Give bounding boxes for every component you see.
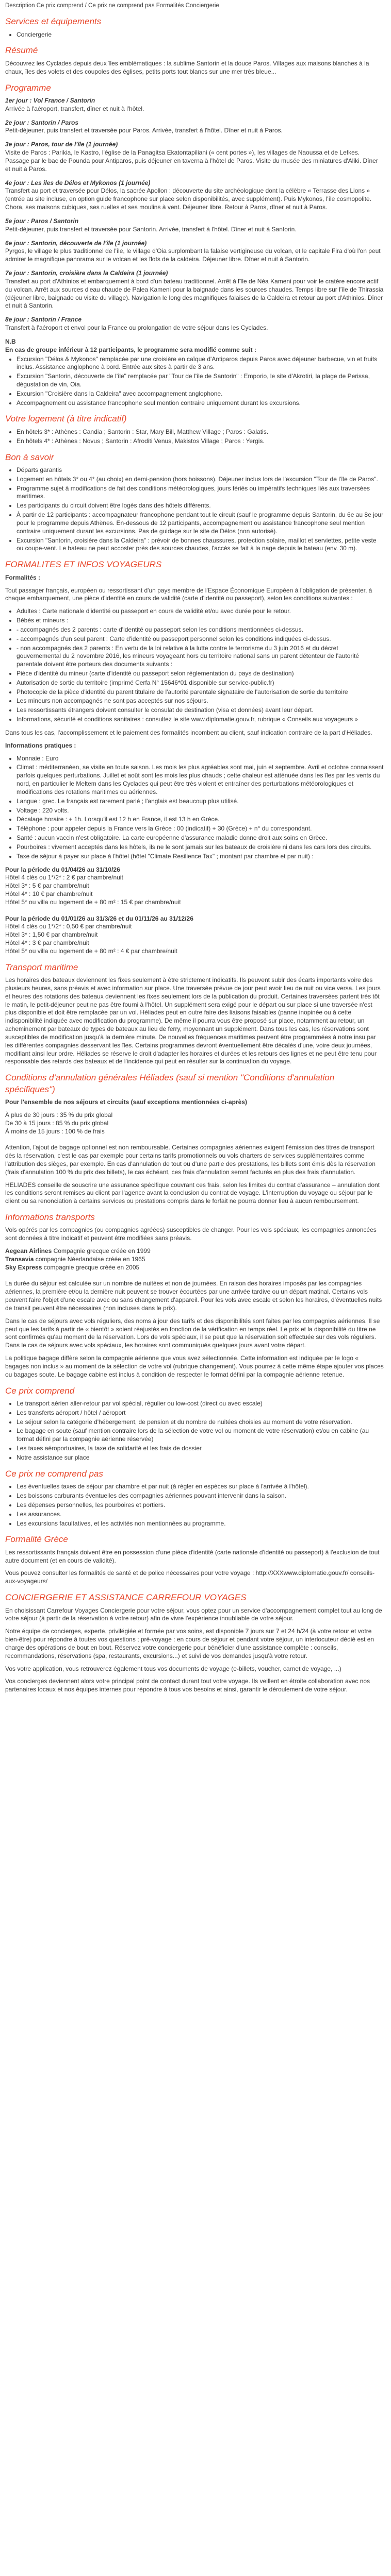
day-text: Visite de Paros : Parikia, le Kastro, l'église de la Panagitsa Ekatontapiliani (« cent portes »), les villages de Naoussa et de Lefkes. Passage par le bac de Pounda pour Antiparos, puis déjeuner en taverna à l'hôtel de Paros. Visite du musée des miniatures d'Aliki. Dîner et nuit à Paros. xyxy=(5,149,378,173)
tax-line: Hôtel 5* ou villa ou logement de + 80 m² : 15 € par chambre/nuit xyxy=(5,898,181,906)
formalites-item: • Photocopie de la pièce d'identité du parent titulaire de l'autorité parentale signataire de l'autorisation de sortie du territoire xyxy=(17,688,384,697)
prix-non-comprend-list xyxy=(5,1483,384,1528)
transport-text: Les horaires des bateaux deviennent les fixes seulement à être strictement indicatifs. Ils peuvent subir des écarts importants voire des plusieurs heures, sans préavis et avec information sur place. Une traversée prévue de jour peut avoir lieu de nuit ou vice versa. Les jours et heures des rotations des bateaux deviennent les fixes seulement lors de la publication du produit. Certaines traversées partent très tôt le matin, le petit-déjeuner peut ne pas être fourni à l'hôtel. Un supplément sera exigé pour le départ ou sur place si une traversée n'est plus disponible et doit être remplacée par un vol. Héliades peut en outre faire des liaisons faisables (panne inopinée ou à cette indisponibilité indiquée avec modification du programme). De même il pourra vous être proposé sur place, notamment au retour, un acheminement par bateaux de types de bateaux au lieu de ferry, moyennant un supplément. Dans tous les cas, les réservations sont susceptibles de modification jusqu'à la dernière minute. De nouvelles fréquences maritimes peuvent être programmées à notre insu par les différentes compagnies desservant les îles. Certains programmes devront éventuellement être décalés d'une, voire deux journées, modifiant ainsi leur ordre. Héliades se réserve le droit d'adapter les horaires et durées et les retours des lignes et ne peut être tenu pour responsable des retards des bateaux et de l'incidence qui peut en résulter sur la continuation du voyage. xyxy=(5,976,381,1065)
prix-item: • Les transferts aéroport / hôtel / aéroport xyxy=(17,1409,384,1417)
airline-text: compagnie Néerlandaise créée en 1965 xyxy=(35,1255,145,1263)
infos-item: • Voltage : 220 volts. xyxy=(17,807,384,815)
prix-comprend-list xyxy=(5,1400,384,1462)
prix-item: • Le séjour selon la catégorie d'hébergement, de pension et du nombre de nuitées choisies au moment de votre réservation. xyxy=(17,1418,384,1427)
program-day xyxy=(5,97,384,113)
day-text: Transfert au port et traversée pour Délos, la sacrée Apollon : découverte du site archéologique dont la célèbre « Terrasse des Lions » (entrée au site incluse, en option guide francophone sur place selon disponibilités, avec supplément). Puis Mykonos, l'île cosmopolite. Chora, ses maisons cubiques, ses ruelles et ses moulins à vent. Déjeuner libre. Retour à Paros, dîner et nuit à Paros. xyxy=(5,187,372,211)
annulation-title: Conditions d'annulation générales Héliades (sauf si mention "Conditions d'annulation spécifiques") xyxy=(5,1073,335,1094)
formalites-item: • - accompagnés des 2 parents : carte d'identité ou passeport selon les conditions mentionnées ci-dessus. xyxy=(17,626,384,634)
formalites-item: • Les mineurs non accompagnés ne sont pas acceptés sur nos séjours. xyxy=(17,697,384,705)
prix-item: • Les taxes aéroportuaires, la taxe de solidarité et les frais de dossier xyxy=(17,1445,384,1453)
infos-pratiques-title: Informations pratiques : xyxy=(5,741,76,749)
logement-item: • En hôtels 4* : Athènes : Novus ; Santorin : Afroditi Venus, Makistos Village ; Paros : Yergis. xyxy=(17,437,384,446)
formalites-item: • Les ressortissants étrangers doivent consulter le consulat de destination (visa et données) avant leur départ. xyxy=(17,706,384,715)
airline-line xyxy=(5,1247,384,1256)
programme-title: Programme xyxy=(5,82,51,93)
prix-item: • Les assurances. xyxy=(17,1511,384,1519)
day-title: 7e jour : Santorin, croisière dans la Caldeira (1 journée) xyxy=(5,269,168,277)
day-text: Arrivée à l'aéroport, transfert, dîner et nuit à l'hôtel. xyxy=(5,105,144,112)
programme-days xyxy=(5,97,384,332)
infos-item: • Langue : grec. Le français est rarement parlé ; l'anglais est beaucoup plus utilisé. xyxy=(17,798,384,806)
annulation-line: À moins de 15 jours : 100 % de frais xyxy=(5,1127,105,1135)
bon-savoir-item: • Programme sujet à modifications de fait des conditions météorologiques, jours fériés ou impératifs techniques liés aux traversées maritimes. xyxy=(17,485,384,501)
formalites-item: • Adultes : Carte nationale d'identité ou passeport en cours de validité et/ou avec durée pour le retour. xyxy=(17,607,384,616)
nb-title: N.B xyxy=(5,337,16,345)
conciergerie-title: CONCIERGERIE ET ASSISTANCE CARREFOUR VOYAGES xyxy=(5,1592,247,1603)
program-day xyxy=(5,240,384,264)
bon-savoir-item: • Départs garantis xyxy=(17,466,384,474)
annulation-line: À plus de 30 jours : 35 % du prix global xyxy=(5,1111,113,1118)
formalites-item: • Informations, sécurité et conditions sanitaires : consultez le site www.diplomatie.gouv.fr, rubrique « Conseils aux voyageurs » xyxy=(17,716,384,724)
day-title: 4e jour : Les îles de Délos et Mykonos (1 journée) xyxy=(5,179,151,187)
airline-name: Transavia xyxy=(5,1255,34,1263)
transports-intro: Vols opérés par les compagnies (ou compagnies agréées) susceptibles de changer. Pour les vols spéciaux, les compagnies annoncées sont données à titre indicatif et peuvent être modifiées sans préavis. xyxy=(5,1226,377,1242)
prix-item: • Notre assistance sur place xyxy=(17,1454,384,1462)
prix-non-comprend-title: Ce prix ne comprend pas xyxy=(5,1468,103,1479)
formalite-grece-link[interactable]: Vous pouvez consulter les formalités de santé et de police nécessaires pour votre voyage : http://XXXwww.diplomatie.gouv.fr/ conseils-aux-voyageurs/ xyxy=(5,1569,375,1585)
tax-line: Hôtel 3* : 1,50 € par chambre/nuit xyxy=(5,931,98,939)
tax-period-2: Pour la période du 01/01/26 au 31/3/26 et du 01/11/26 au 31/12/26 xyxy=(5,914,193,922)
infos-item: • Climat : méditerranéen, se visite en toute saison. Les mois les plus agréables sont mai, juin et septembre. Avril et octobre connaissent parfois quelques perturbations. Juillet et août sont les mois les plus chauds ; cette chaleur est atténuée dans les îles par les vents du nord, en particulier le Meltem dans les Cyclades qui peut être très violent et entraîner des perturbations météorologiques et modifications des rotations maritimes ou aériennes. xyxy=(17,764,384,796)
nb-item: • Excursion "Délos & Mykonos" remplacée par une croisière en caïque d'Antiparos depuis Paros avec déjeuner barbecue, vin et fruits inclus. Assistance anglophone à bord. Entrée aux sites à partir de 3 ans. xyxy=(17,355,384,372)
tax-line: Hôtel 4 clés ou 1*/2* : 0,50 € par chambre/nuit xyxy=(5,923,132,930)
infos-item: • Téléphone : pour appeler depuis la France vers la Grèce : 00 (indicatif) + 30 (Grèce) + n° du correspondant. xyxy=(17,825,384,833)
resume-title: Résumé xyxy=(5,45,38,56)
annulation-text: HELIADES conseille de souscrire une assurance spécifique couvrant ces frais, selon les limites du contrat d'assurance – annulation dont les conditions seront remises au client par l'agence avant la conclusion du contrat de voyage. L'interruption du voyage ou séjour par le client ou sa renonciation à certains services ou prestations compris dans le forfait ne pourra donner lieu à aucun remboursement. xyxy=(5,1181,380,1205)
formalites-item: • - accompagnés d'un seul parent : Carte d'identité ou passeport personnel selon les conditions indiquées ci-dessus. xyxy=(17,635,384,643)
formalites-title: FORMALITES ET INFOS VOYAGEURS xyxy=(5,560,162,570)
logement-title: Votre logement (à titre indicatif) xyxy=(5,414,127,424)
infos-item: • Monnaie : Euro xyxy=(17,755,384,763)
formalites-item: • - non accompagnés des 2 parents : En vertu de la loi relative à la lutte contre le terrorisme du 3 juin 2016 et du décret gouvernemental du 2 novembre 2016, les mineurs voyageant hors du territoire national sans un parent détenteur de l'autorité parentale doivent être porteurs des documents suivants : xyxy=(17,645,384,669)
program-day xyxy=(5,141,384,173)
conciergerie-text: En choisissant Carrefour Voyages Conciergerie pour votre séjour, vous optez pour un service d'accompagnement complet tout au long de votre séjour (à partir de la réservation à votre retour) afin de vivre l'expérience inoubliable de votre séjour. xyxy=(5,1606,382,1622)
airline-name: Aegean Airlines xyxy=(5,1247,52,1255)
formalite-grece-text: Les ressortissants français doivent être en possession d'une pièce d'identité (carte nationale d'identité ou passeport) à l'exclusion de tout autre document (et en cours de validité). xyxy=(5,1548,380,1564)
transports-text: Dans le cas de séjours avec vols réguliers, des noms à jour des tarifs et des disponibilités sont faites par les compagnies aériennes. Il se peut que les tarifs à partir de « bientôt » soient réajustés en fonction de la vérification en temps réel. Le prix et la disponibilité du titre ne sont confirmés qu'au moment de la réservation. Lors de vols spéciaux, il se peut que la réservation soit effectuée sur des vols réguliers. Dans le cas de séjours avec vols spéciaux, les horaires sont communiqués quelques jours avant votre départ. xyxy=(5,1317,380,1349)
formalites-subtitle: Formalités : xyxy=(5,573,41,581)
day-text: Petit-déjeuner, puis transfert et traversée pour Paros. Arrivée, transfert à l'hôtel. Dîner et nuit à Paros. xyxy=(5,127,283,134)
airline-name: Sky Express xyxy=(5,1263,42,1271)
program-day xyxy=(5,316,384,332)
formalites-intro: Tout passager français, européen ou ressortissant d'un pays membre de l'Espace Économique Européen à l'obligation de présenter, à chaque embarquement, une pièce d'identité en cours de validité (carte d'identité ou passeport), selon les conditions suivantes : xyxy=(5,586,372,602)
bon-savoir-item: • À partir de 12 participants : accompagnateur francophone pendant tout le circuit (sauf le programme depuis Santorin, du 6e au 8e jour pour le programme depuis Athènes. En-dessous de 12 participants, accompagnement ou assistance francophone seul mention contraire uniquement durant les excursions. Pas de guidage sur le site de Délos (non autorisé). xyxy=(17,511,384,535)
service-item: • Conciergerie xyxy=(17,31,384,39)
day-title: 5e jour : Paros / Santorin xyxy=(5,217,79,225)
prix-item: • Les éventuelles taxes de séjour par chambre et par nuit (à régler en espèces sur place à l'arrivée à l'hôtel). xyxy=(17,1483,384,1491)
resume-text: Découvrez les Cyclades depuis deux îles emblématiques : la sublime Santorin et la douce Paros. Villages aux maisons blanches à la chaux, îles des volets et des coupoles des églises, petits ports tout blancs sur une mer très bleue... xyxy=(5,59,369,75)
tax-period-1: Pour la période du 01/04/26 au 31/10/26 xyxy=(5,866,120,873)
logement-list xyxy=(5,428,384,446)
transports-text: La durée du séjour est calculée sur un nombre de nuitées et non de journées. En raison des horaires imposés par les compagnies aériennes, la première et/ou la dernière nuit peuvent se trouver écourtées par une arrivée tardive ou un départ matinal. Certains vols peuvent faire l'objet d'une escale avec ou sans changement d'appareil. Pour les vols avec escale et selon les horaires, d'éventuelles nuits de transit peuvent être nécessaires (non incluses dans le prix). xyxy=(5,1280,382,1312)
program-day xyxy=(5,217,384,234)
day-title: 6e jour : Santorin, découverte de l'île (1 journée) xyxy=(5,239,147,247)
prix-comprend-title: Ce prix comprend xyxy=(5,1385,75,1396)
prix-item: • Les boissons carburants éventuelles des compagnies aériennes pouvant intervenir dans la saison. xyxy=(17,1492,384,1500)
tax-line: Hôtel 3* : 5 € par chambre/nuit xyxy=(5,882,89,890)
bon-savoir-item: • Les participants du circuit doivent être logés dans des hôtels différents. xyxy=(17,502,384,510)
nb-item: • Excursion "Croisière dans la Caldeira" avec accompagnement anglophone. xyxy=(17,390,384,398)
day-title: 3e jour : Paros, tour de l'île (1 journée) xyxy=(5,141,118,148)
day-text: Pyrgos, le village le plus traditionnel de l'île, le village d'Oia surplombant la falaise vertigineuse du volcan, et le capitale Fira d'où l'on peut admirer le magnifique panorama sur le volcan et les îlots de la caldeira. Déjeuner libre. Dîner et nuit à Santorin. xyxy=(5,247,381,263)
prix-item: • Le bagage en soute (sauf mention contraire lors de la sélection de votre vol ou moment de votre réservation) et/ou en cabine (au format défini par la compagnie aérienne réservée) xyxy=(17,1427,384,1444)
infos-pratiques-list xyxy=(5,755,384,861)
services-list xyxy=(5,31,384,39)
tax-line: Hôtel 4* : 10 € par chambre/nuit xyxy=(5,890,93,898)
prix-item: • Les excursions facultatives, et les activités non mentionnées au programme. xyxy=(17,1520,384,1528)
formalites-item: • Autorisation de sortie du territoire (imprimé Cerfa N° 15646*01 disponible sur service-public.fr) xyxy=(17,679,384,687)
airline-text: compagnie grecque créée en 2005 xyxy=(43,1263,140,1271)
program-day xyxy=(5,179,384,212)
airline-text: Compagnie grecque créée en 1999 xyxy=(53,1247,151,1255)
airline-line xyxy=(5,1264,384,1272)
transports-text: La politique bagage diffère selon la compagnie aérienne que vous avez sélectionnée. Cette information est indiquée par le logo « bagages non inclus » au moment de la sélection de votre vol (rubrique changement). Vous pourrez à cette même étape ajouter vos places ou bagages soute. Le bagage cabine est inclus à condition de respecter le format défini par la compagnie aérienne retenue. xyxy=(5,1354,384,1378)
infos-item: • Taxe de séjour à payer sur place à l'hôtel (hôtel "Climate Resilience Tax" ; montant par chambre et par nuit) : xyxy=(17,853,384,861)
breadcrumb[interactable]: Description Ce prix comprend / Ce prix ne comprend pas Formalités Conciergerie xyxy=(5,3,219,9)
annulation-line: De 30 à 15 jours : 85 % du prix global xyxy=(5,1119,109,1127)
bon-savoir-item: • Logement en hôtels 3* ou 4* (au choix) en demi-pension (hors boissons). Déjeuner inclus lors de l'excursion "Tour de l'île de Paros". xyxy=(17,476,384,484)
infos-item: • Santé : aucun vaccin n'est obligatoire. La carte européenne d'assurance maladie donne droit aux soins en Grèce. xyxy=(17,834,384,842)
day-text: Transfert à l'aéroport et envol pour la France ou prolongation de votre séjour dans les Cyclades. xyxy=(5,324,268,332)
annulation-text: Attention, l'ajout de bagage optionnel est non remboursable. Certaines compagnies aériennes exigent l'émission des titres de transport dès la réservation, c'est le cas par exemple pour certains tarifs promotionnels ou vols charters de services supplémentaires comme l'attribution des sièges, par exemple. En cas d'annulation de tout ou d'une partie des prestations, les billets sont émis dès la réservation (frais d'annulation 100 % du prix des billets), le cas échéant, ces frais d'annulation seront facturés en plus des frais d'annulation. xyxy=(5,1144,376,1176)
infos-item: • Décalage horaire : + 1h. Lorsqu'il est 12 h en France, il est 13 h en Grèce. xyxy=(17,816,384,824)
program-day xyxy=(5,269,384,310)
formalites-list xyxy=(5,607,384,724)
annulation-subtitle: Pour l'ensemble de nos séjours et circuits (sauf exceptions mentionnées ci-après) xyxy=(5,1098,247,1106)
tax-line: Hôtel 4* : 3 € par chambre/nuit xyxy=(5,939,89,947)
formalites-item: • Pièce d'identité du mineur (carte d'identité ou passeport selon réglementation du pays de destination) xyxy=(17,670,384,678)
prix-item: • Les dépenses personnelles, les pourboires et portiers. xyxy=(17,1501,384,1510)
day-text: Transfert au port d'Athinios et embarquement à bord d'un bateau traditionnel. Arrêt à l'île de Néa Kameni pour voir le cratère encore actif du volcan. Arrêt aux sources d'eau chaude de Palea Kameni pour la baignade dans les sources chaudes. Temps libre sur l'île de Thirassia (déjeuner libre, baignade ou visite du village). Navigation le long des magnifiques falaises de la Caldeira et retour au port d'Athinios. Dîner et nuit à Santorin. xyxy=(5,277,384,310)
nb-list xyxy=(5,355,384,408)
nb-intro: En cas de groupe inférieur à 12 participants, le programme sera modifié comme suit : xyxy=(5,346,256,353)
day-text: Petit-déjeuner, puis transfert et traversée pour Santorin. Arrivée, transfert à l'hôtel. Dîner et nuit à Santorin. xyxy=(5,225,297,233)
formalite-grece-title: Formalité Grèce xyxy=(5,1534,68,1545)
formalites-item: • Bébés et mineurs : xyxy=(17,617,384,625)
formalites-note: Dans tous les cas, l'accomplissement et le paiement des formalités incombent au client, sauf indication contraire de la part d'Héliades. xyxy=(5,728,372,736)
day-title: 2e jour : Santorin / Paros xyxy=(5,118,79,126)
day-title: 8e jour : Santorin / France xyxy=(5,316,82,324)
conciergerie-text: Vos votre application, vous retrouverez également tous vos documents de voyage (e-billets, voucher, carnet de voyage, ...) xyxy=(5,1665,341,1672)
tax-line: Hôtel 4 clés ou 1*/2* : 2 € par chambre/nuit xyxy=(5,874,123,882)
conciergerie-text: Notre équipe de concierges, experte, privilégiée et formée par vos soins, est disponible 7 jours sur 7 et 24 h/24 (à votre retour et votre bien-être) pour répondre à toutes vos questions ; pré-voyage : en cours de séjour et pendant votre séjour, un interlocuteur dédié est en charge des opérations de bout en bout. Réservez votre conciergerie pour bénéficier d'une assistance complète : conseils, recommandations, réservations (spa, restaurants, excursions...) et suivi de vos demandes jusqu'à votre retour. xyxy=(5,1628,374,1659)
day-title: 1er jour : Vol France / Santorin xyxy=(5,96,95,104)
airline-line xyxy=(5,1256,384,1264)
nb-item: • Accompagnement ou assistance francophone seul mention contraire uniquement durant les excursions. xyxy=(17,399,384,408)
tax-line: Hôtel 5* ou villa ou logement de + 80 m² : 4 € par chambre/nuit xyxy=(5,947,177,955)
services-title: Services et équipements xyxy=(5,16,102,27)
infos-item: • Pourboires : vivement acceptés dans les hôtels, ils ne le sont jamais sur les bateaux de croisière ni dans les cars lors des circuits. xyxy=(17,843,384,852)
program-day xyxy=(5,119,384,135)
bon-savoir-item: • Excursion "Santorin, croisière dans la Caldeira" : prévoir de bonnes chaussures, protection solaire, maillot et serviettes, petite veste ou coupe-vent. Le bateau ne peut accoster près des sources chaudes, l'accès se fait à la nage depuis le bateau (env. 30 m). xyxy=(17,537,384,553)
bon-savoir-list xyxy=(5,466,384,553)
transports-title: Informations transports xyxy=(5,1212,95,1223)
prix-item: • Le transport aérien aller-retour par vol spécial, régulier ou low-cost (direct ou avec escale) xyxy=(17,1400,384,1408)
logement-item: • En hôtels 3* : Athènes : Candia ; Santorin : Star, Mary Bill, Matthew Village ; Paros : Galatis. xyxy=(17,428,384,436)
nb-item: • Excursion "Santorin, découverte de l'île" remplacée par "Tour de l'île de Santorin" : Emporio, le site d'Akrotiri, la plage de Perissa, dégustation de vin, Oia. xyxy=(17,372,384,389)
conciergerie-text: Vos concierges deviennent alors votre principal point de contact durant tout votre voyage. Ils veillent en étroite collaboration avec nos partenaires locaux et nos équipes internes pour répondre à tous vos besoins et ainsi, garantir le déroulement de votre séjour. xyxy=(5,1677,370,1693)
transport-title: Transport maritime xyxy=(5,962,78,972)
bon-savoir-title: Bon à savoir xyxy=(5,452,54,462)
